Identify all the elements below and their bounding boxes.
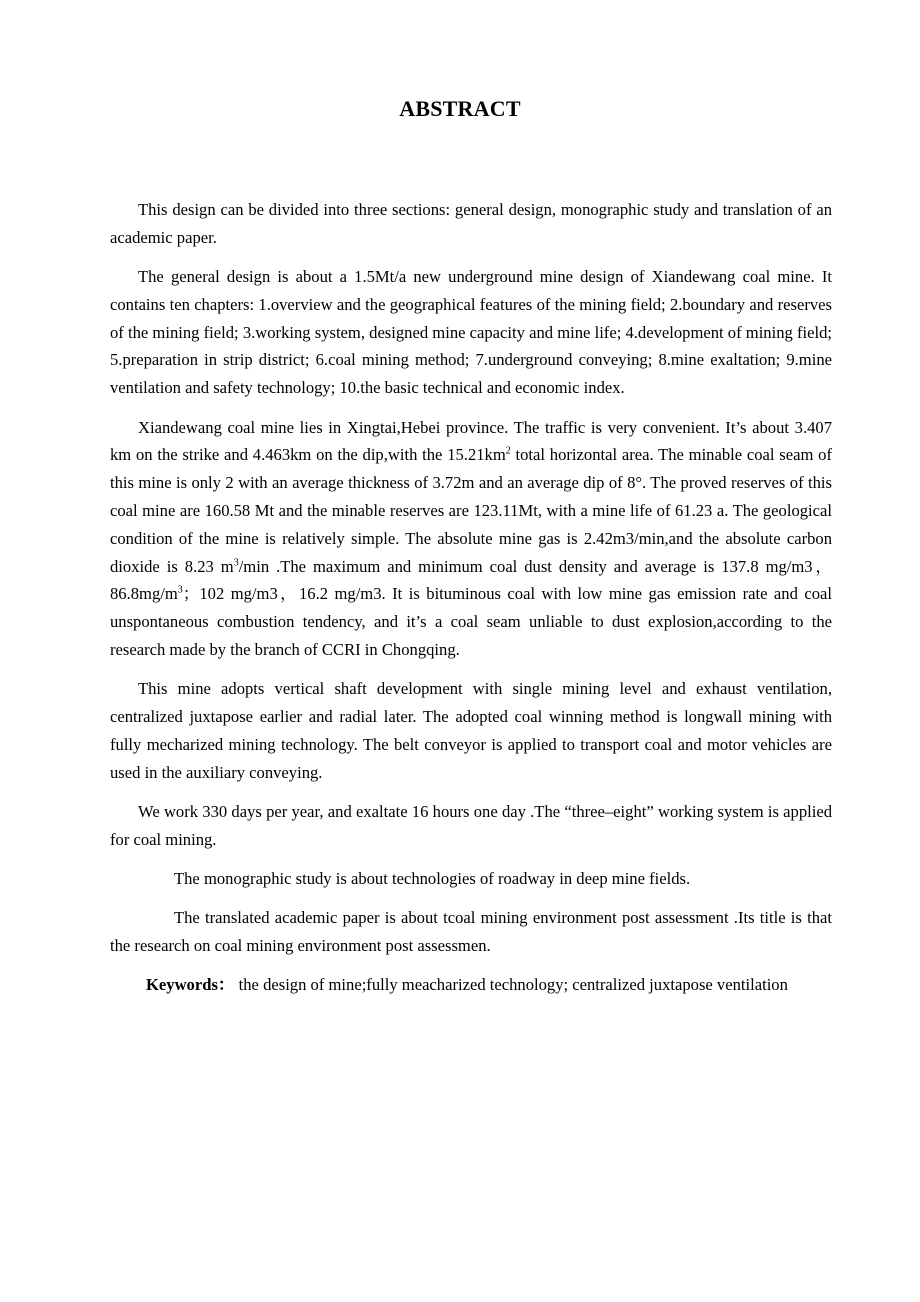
paragraph-mine-conditions	[110, 414, 832, 664]
keywords-label: Keywords：	[146, 975, 235, 995]
paragraph-monographic-study: The monographic study is about technologies of roadway in deep mine fields.	[174, 869, 691, 889]
mine-conditions-text-1: Xiandewang coal mine lies in Xingtai,Hebei province. The traffic is very convenient. It’s about 3.407 km on the strike and 4.463km on the dip,with the 15.21km	[110, 417, 832, 465]
paragraph-overview: This design can be divided into three sections: general design, monographic study and translation of an academic paper.	[110, 200, 832, 247]
mine-conditions-text-2: total horizontal area. The minable coal seam of this mine is only 2 with an average thickness of 3.72m and an average dip of 8°. The proved reserves of this coal mine are 160.58 Mt and the minable reserves are 123.11Mt, with a mine life of 61.23 a. The geological condition of the mine is relatively simple. The absolute mine gas is 2.42m3/min,and the absolute carbon dioxide is 8.23 m	[110, 445, 833, 576]
keywords-text: the design of mine;fully meacharized technology; centralized juxtapose ventilation	[234, 975, 788, 995]
superscript-volume: 3	[233, 557, 239, 569]
abstract-body	[110, 196, 832, 1011]
paragraph-general-design: The general design is about a 1.5Mt/a new underground mine design of Xiandewang coal mine. It contains ten chapters: 1.overview and the geographical features of the mining field; 2.boundary and reserves of the mining field; 3.working system, designed mine capacity and mine life; 4.development of mining field; 5.preparation in strip district; 6.coal mining method; 7.underground conveying; 8.mine exaltation; 9.mine ventilation and safety technology; 10.the basic technical and economic index.	[110, 267, 832, 398]
paragraph-working-system: We work 330 days per year, and exaltate 16 hours one day .The “three–eight” working system is applied for coal mining.	[110, 801, 832, 849]
page-title: ABSTRACT	[399, 96, 521, 121]
superscript-density: 3	[177, 584, 183, 596]
paragraph-development: This mine adopts vertical shaft development with single mining level and exhaust ventilation, centralized juxtapose earlier and radial later. The adopted coal winning method is longwall mining with fully mecharized mining technology. The belt conveyor is applied to transport coal and motor vehicles are used in the auxiliary conveying.	[110, 679, 832, 782]
paragraph-translation: The translated academic paper is about tcoal mining environment post assessment .Its title is that the research on coal mining environment post assessmen.	[110, 908, 832, 956]
mine-conditions-text-3: /min .The maximum and minimum coal dust density and average is 137.8 mg/m3，86.8mg/m	[110, 556, 833, 604]
mine-conditions-text-4: ；102 mg/m3，16.2 mg/m3. It is bituminous coal with low mine gas emission rate and coal unspontaneous combustion tendency, and it’s a coal seam unliable to dust explosion,according to the research made by the branch of CCRI in Chongqing.	[110, 584, 832, 659]
keywords-line	[110, 971, 832, 999]
superscript-area: 2	[505, 445, 511, 457]
